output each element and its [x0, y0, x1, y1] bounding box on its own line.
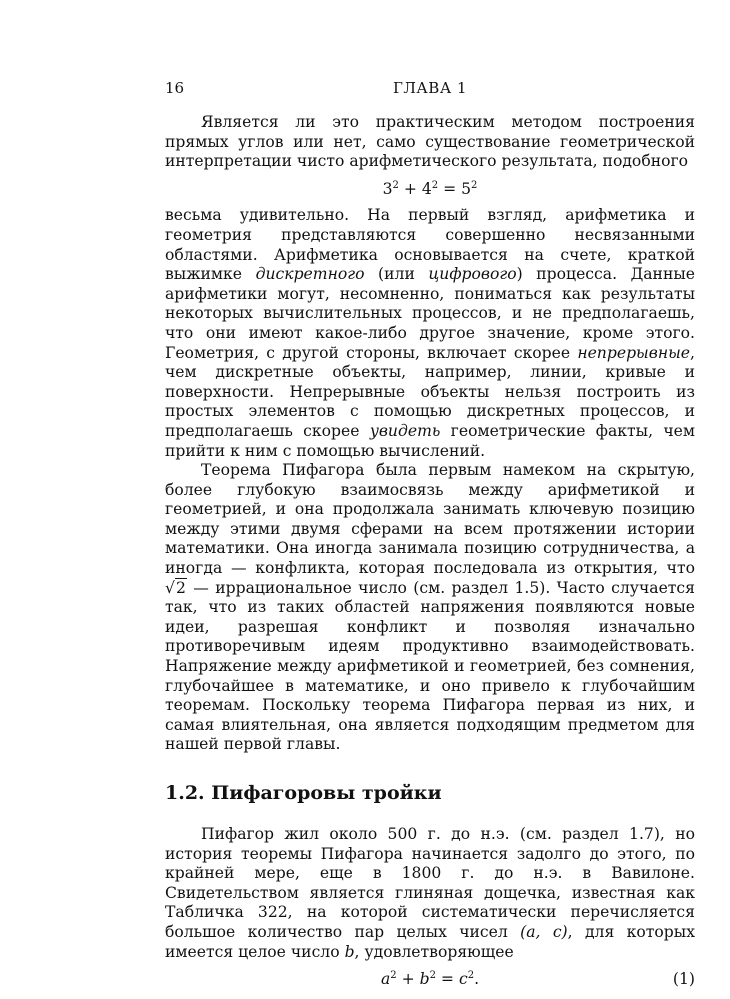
eq2-a-exp: 2: [390, 969, 397, 981]
equation-1: $a^2 + b^2 = c^2$. (1): [380, 969, 695, 989]
page-body: [165, 113, 695, 997]
p4-pair: (a, c): [520, 922, 568, 941]
eq2-b-exp: 2: [429, 969, 436, 981]
running-head: ГЛАВА 1: [392, 79, 467, 97]
p2-text-3: ) процесса. Данные арифметики могут, несомненно, пониматься как результаты некоторых вычислительных процессов, и не предполагаешь, что они имеют какое-либо другое значение, кроме этого. Геометрия, с другой стороны, включает скорее: [165, 265, 695, 362]
equation-number: (1): [672, 970, 695, 989]
p4-text-3: , удовлетворяющее: [354, 942, 514, 961]
p2-text-5: геометрические факты, чем прийти к ним с помощью вычислений.: [165, 421, 696, 460]
equation-3-4-5: $3^2 + 4^2 = 5^2$: [382, 179, 478, 198]
eq2-a: a: [380, 970, 391, 989]
page-number: 16: [165, 79, 185, 97]
sqrt-argument: 2: [175, 578, 186, 597]
eq1-b: 4: [421, 179, 432, 198]
paragraph-4: [165, 825, 695, 962]
p2-italic-see: увидеть: [369, 421, 441, 440]
eq2-b: b: [419, 970, 430, 989]
paragraph-2: [165, 206, 695, 461]
p2-text-2: (или: [364, 265, 429, 284]
p2-italic-digital: цифрового: [428, 265, 517, 284]
p4-var-b: b: [344, 942, 355, 961]
eq1-a: 3: [382, 179, 393, 198]
p2-italic-discrete: дискретного: [255, 265, 365, 284]
eq1-c: 5: [461, 179, 472, 198]
eq1-a-exp: 2: [392, 179, 399, 191]
p4-text-2: , для которых имеется целое число: [165, 922, 695, 961]
p3-text-1: Теорема Пифагора была первым намеком на скрытую, более глубокую взаимосвязь между арифметикой и геометрией, и она продолжала занимать ключевую позицию между этими двумя сферами на всем протяжении истории математики. Она иногда занимала позицию сотрудничества, а иногда — конфликта, которая последовала из открытия, что: [165, 461, 695, 578]
section-heading: 1.2. Пифагоровы тройки: [165, 782, 442, 804]
p2-text-1: весьма удивительно. На первый взгляд, арифметика и геометрия представляются совершенно несвязанными областями. Арифметика основывается на счете, краткой выжимке: [165, 206, 695, 284]
eq2-c: c: [458, 970, 468, 989]
p3-text-2: — иррациональное число (см. раздел 1.5). Часто случается так, что из таких областей напряжения появляются новые идеи, разрешая конфликт и позволяя изначально противоречивым идеям продуктивно взаимодействовать. Напряжение между арифметикой и геометрией, без сомнения, глубочайшее в математике, и оно привело к глубочайшим теоремам. Поскольку теорема Пифагора первая из них, и самая влиятельная, она является подходящим предметом для нашей первой главы.: [165, 578, 695, 754]
eq2-c-exp: 2: [467, 969, 475, 981]
p2-italic-continuous: непрерывные: [577, 343, 691, 362]
p4-text-1: Пифагор жил около 500 г. до н.э. (см. раздел 1.7), но история теоремы Пифагора начинается задолго до этого, по крайней мере, еще в 1800 г. до н.э. в Вавилоне. Свидетельством является глиняная дощечка, известная как Табличка 322, на которой систематически перечисляется большое количество пар целых чисел: [165, 825, 695, 941]
eq1-b-exp: 2: [431, 179, 439, 191]
paragraph-1: Является ли это практическим методом построения прямых углов или нет, само существование геометрической интерпретации чисто арифметического результата, подобного: [165, 113, 695, 171]
paragraph-3: [165, 461, 695, 755]
p2-text-4: , чем дискретные объекты, например, линии, кривые и поверхности. Непрерывные объекты нельзя построить из простых элементов с помощью дискретных процессов, и предполагаешь скорее: [165, 343, 695, 440]
eq1-c-exp: 2: [471, 179, 478, 191]
sqrt-symbol: √: [165, 578, 175, 597]
